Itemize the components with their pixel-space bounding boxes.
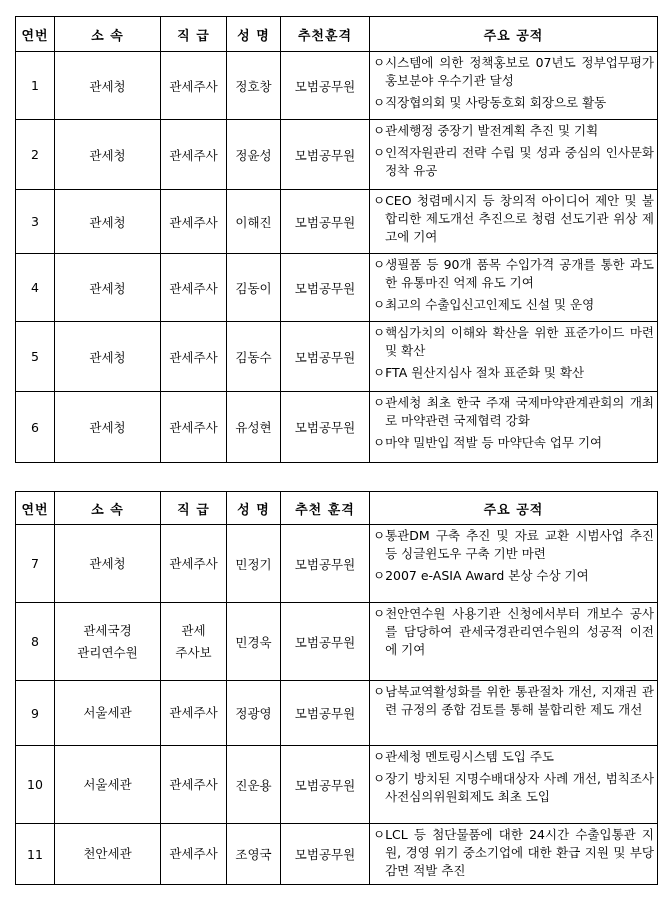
bullet-marker: ㅇ xyxy=(373,55,386,70)
org-cell xyxy=(55,824,161,885)
achievement-item xyxy=(373,605,654,659)
row-number: 5 xyxy=(16,322,55,392)
achievement-item xyxy=(373,256,654,292)
rank-line: 관세주사 xyxy=(169,555,218,571)
row-number: 2 xyxy=(16,120,55,190)
rank-cell: 관세주사 xyxy=(161,322,227,392)
rank-cell: 관세주사 xyxy=(161,52,227,120)
name-cell: 진운용 xyxy=(227,746,281,824)
achievement-text: 직장협의회 및 사랑동호회 회장으로 활동 xyxy=(385,95,607,110)
table-row xyxy=(16,52,658,120)
org-cell: 관세청 xyxy=(55,322,161,392)
org-cell: 관세청 xyxy=(55,190,161,254)
row-number: 11 xyxy=(16,824,55,885)
col-header-rank: 직 급 xyxy=(161,17,227,52)
achievements-cell xyxy=(370,824,658,885)
rank-cell: 관세주사 xyxy=(161,392,227,463)
achievement-item xyxy=(373,364,654,382)
achievements-cell xyxy=(370,190,658,254)
achievement-text: LCL 등 첨단물품에 대한 24시간 수출입통관 지원, 경영 위기 중소기업에 대한 환급 지원 및 부당감면 적발 추진 xyxy=(385,827,654,878)
awards-table-2 xyxy=(15,491,658,885)
rank-cell xyxy=(161,525,227,603)
row-number: 7 xyxy=(16,525,55,603)
achievement-item xyxy=(373,296,654,314)
row-number: 10 xyxy=(16,746,55,824)
col-header-no: 연번 xyxy=(16,17,55,52)
achievements-cell xyxy=(370,603,658,681)
org-line: 관세국경 xyxy=(83,622,132,638)
bullet-marker: ㅇ xyxy=(373,827,386,842)
rank-cell xyxy=(161,746,227,824)
bullet-marker: ㅇ xyxy=(373,95,386,110)
achievement-text: CEO 청렴메시지 등 창의적 아이디어 제안 및 불합리한 제도개선 추진으로 청렴 선도기관 위상 제고에 기여 xyxy=(385,193,654,244)
achievements-cell xyxy=(370,322,658,392)
achievement-item xyxy=(373,192,654,246)
bullet-marker: ㅇ xyxy=(373,297,386,312)
table-row xyxy=(16,190,658,254)
achievement-text: FTA 원산지심사 절차 표준화 및 확산 xyxy=(385,365,585,380)
achievement-text: 생필품 등 90개 품목 수입가격 공개를 통한 과도한 유통마진 억제 유도 기여 xyxy=(385,257,654,290)
achievement-item xyxy=(373,94,654,112)
bullet-marker: ㅇ xyxy=(373,435,386,450)
achievement-text: 최고의 수출입신고인제도 신설 및 운영 xyxy=(385,297,595,312)
rank-line: 관세주사 xyxy=(169,846,218,861)
achievement-text: 시스템에 의한 정책홍보로 07년도 정부업무평가 홍보분야 우수기관 달성 xyxy=(385,55,654,88)
bullet-marker: ㅇ xyxy=(373,123,386,138)
name-cell: 민경욱 xyxy=(227,603,281,681)
table-header-row xyxy=(16,492,658,525)
org-line: 서울세관 xyxy=(83,776,132,792)
col-header-rank: 직 급 xyxy=(161,492,227,525)
achievements-cell xyxy=(370,254,658,322)
col-header-achievements: 주요 공적 xyxy=(370,492,658,525)
bullet-marker: ㅇ xyxy=(373,365,386,380)
award-cell: 모범공무원 xyxy=(281,120,370,190)
award-cell: 모범공무원 xyxy=(281,525,370,603)
award-cell: 모범공무원 xyxy=(281,322,370,392)
achievement-item xyxy=(373,826,654,880)
achievement-item xyxy=(373,527,654,563)
achievement-item xyxy=(373,144,654,180)
rank-cell xyxy=(161,681,227,746)
org-cell xyxy=(55,525,161,603)
table-row xyxy=(16,392,658,463)
bullet-marker: ㅇ xyxy=(373,257,386,272)
rank-line: 주사보 xyxy=(175,644,212,660)
rank-line: 관세 xyxy=(181,622,206,638)
col-header-achievements: 주요 공적 xyxy=(370,17,658,52)
org-cell: 관세청 xyxy=(55,254,161,322)
name-cell: 김동수 xyxy=(227,322,281,392)
achievement-text: 관세행정 중장기 발전계획 추진 및 기획 xyxy=(385,123,599,138)
row-number: 8 xyxy=(16,603,55,681)
org-cell xyxy=(55,746,161,824)
rank-line: 관세주사 xyxy=(169,776,218,792)
table-row xyxy=(16,120,658,190)
col-header-award: 추천 훈격 xyxy=(281,492,370,525)
row-number: 3 xyxy=(16,190,55,254)
bullet-marker: ㅇ xyxy=(373,606,386,621)
table-row xyxy=(16,525,658,603)
col-header-award: 추천훈격 xyxy=(281,17,370,52)
name-cell: 유성현 xyxy=(227,392,281,463)
achievements-cell xyxy=(370,525,658,603)
bullet-marker: ㅇ xyxy=(373,395,386,410)
achievement-text: 인적자원관리 전략 수립 및 성과 중심의 인사문화 정착 유공 xyxy=(385,145,654,178)
achievement-text: 마약 밀반입 적발 등 마약단속 업무 기여 xyxy=(385,435,603,450)
award-cell: 모범공무원 xyxy=(281,254,370,322)
bullet-marker: ㅇ xyxy=(373,568,386,583)
org-cell: 관세청 xyxy=(55,52,161,120)
table-row xyxy=(16,824,658,885)
rank-cell xyxy=(161,603,227,681)
achievement-text: 핵심가치의 이해와 확산을 위한 표준가이드 마련 및 확산 xyxy=(385,325,654,358)
name-cell: 정윤성 xyxy=(227,120,281,190)
org-line: 관리연수원 xyxy=(77,644,138,660)
achievement-text: 2007 e-ASIA Award 본상 수상 기여 xyxy=(385,568,589,583)
achievement-text: 남북교역활성화를 위한 통관절차 개선, 지재권 관련 규정의 종합 검토를 통해 불합리한 제도 개선 xyxy=(385,684,654,717)
rank-cell: 관세주사 xyxy=(161,190,227,254)
awards-table-1 xyxy=(15,16,658,463)
row-number: 1 xyxy=(16,52,55,120)
bullet-marker: ㅇ xyxy=(373,749,386,764)
rank-cell: 관세주사 xyxy=(161,120,227,190)
name-cell: 김동이 xyxy=(227,254,281,322)
achievement-text: 천안연수원 사용기관 신청에서부터 개보수 공사를 담당하여 관세국경관리연수원의 성공적 이전에 기여 xyxy=(385,606,654,657)
achievement-text: 장기 방치된 지명수배대상자 사례 개선, 범칙조사 사전심의위원회제도 최초 도입 xyxy=(385,771,654,804)
bullet-marker: ㅇ xyxy=(373,528,386,543)
award-cell: 모범공무원 xyxy=(281,746,370,824)
achievement-item xyxy=(373,394,654,430)
achievement-item xyxy=(373,122,654,140)
achievement-item xyxy=(373,770,654,806)
award-cell: 모범공무원 xyxy=(281,603,370,681)
name-cell: 조영국 xyxy=(227,824,281,885)
bullet-marker: ㅇ xyxy=(373,145,386,160)
achievements-cell xyxy=(370,392,658,463)
table-row xyxy=(16,681,658,746)
achievement-item xyxy=(373,567,654,585)
achievements-cell xyxy=(370,681,658,746)
table-row xyxy=(16,254,658,322)
name-cell: 민정기 xyxy=(227,525,281,603)
row-number: 4 xyxy=(16,254,55,322)
bullet-marker: ㅇ xyxy=(373,771,386,786)
col-header-org: 소 속 xyxy=(55,492,161,525)
table-row xyxy=(16,322,658,392)
row-number: 9 xyxy=(16,681,55,746)
achievements-cell xyxy=(370,52,658,120)
table-row xyxy=(16,603,658,681)
bullet-marker: ㅇ xyxy=(373,325,386,340)
achievement-text: 관세청 최초 한국 주재 국제마약관계관회의 개최로 마약관련 국제협력 강화 xyxy=(385,395,654,428)
bullet-marker: ㅇ xyxy=(373,684,386,699)
rank-cell xyxy=(161,824,227,885)
org-cell: 관세청 xyxy=(55,120,161,190)
table-header-row xyxy=(16,17,658,52)
achievement-item xyxy=(373,434,654,452)
achievements-cell xyxy=(370,120,658,190)
achievement-item xyxy=(373,683,654,719)
award-cell: 모범공무원 xyxy=(281,824,370,885)
rank-cell: 관세주사 xyxy=(161,254,227,322)
name-cell: 정호창 xyxy=(227,52,281,120)
col-header-name: 성 명 xyxy=(227,492,281,525)
org-line: 서울세관 xyxy=(83,705,132,720)
org-cell xyxy=(55,603,161,681)
bullet-marker: ㅇ xyxy=(373,193,386,208)
org-cell xyxy=(55,681,161,746)
achievements-cell xyxy=(370,746,658,824)
achievement-text: 관세청 멘토링시스템 도입 주도 xyxy=(385,749,554,764)
name-cell: 이해진 xyxy=(227,190,281,254)
col-header-no: 연번 xyxy=(16,492,55,525)
achievement-item xyxy=(373,324,654,360)
col-header-org: 소 속 xyxy=(55,17,161,52)
name-cell: 정광영 xyxy=(227,681,281,746)
rank-line: 관세주사 xyxy=(169,705,218,720)
achievement-text: 통관DM 구축 추진 및 자료 교환 시범사업 추진 등 싱글윈도우 구축 기반 마련 xyxy=(385,528,654,561)
table-row xyxy=(16,746,658,824)
achievement-item xyxy=(373,748,654,766)
org-line: 관세청 xyxy=(89,555,126,571)
org-line: 천안세관 xyxy=(83,846,132,861)
row-number: 6 xyxy=(16,392,55,463)
award-cell: 모범공무원 xyxy=(281,52,370,120)
col-header-name: 성 명 xyxy=(227,17,281,52)
org-cell: 관세청 xyxy=(55,392,161,463)
award-cell: 모범공무원 xyxy=(281,681,370,746)
award-cell: 모범공무원 xyxy=(281,190,370,254)
award-cell: 모범공무원 xyxy=(281,392,370,463)
achievement-item xyxy=(373,54,654,90)
